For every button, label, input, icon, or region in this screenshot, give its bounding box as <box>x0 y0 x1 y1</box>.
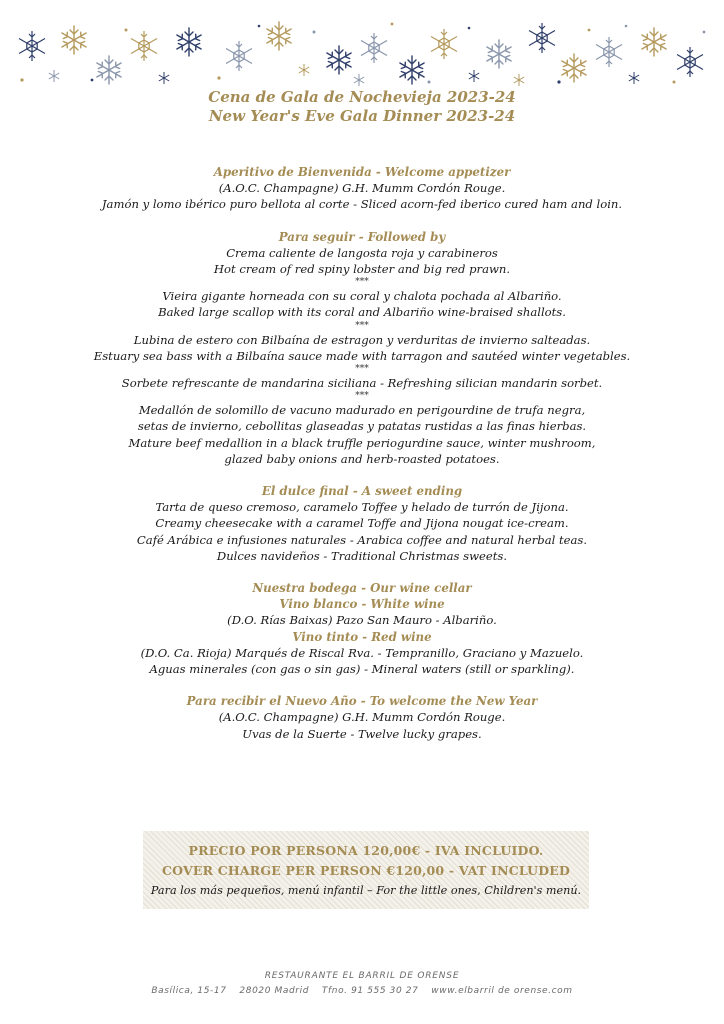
menu-line: (D.O. Ca. Rioja) Marqués de Riscal Rva. - Tempranillo, Graciano y Mazuelo. <box>140 645 584 660</box>
menu-line: Vieira gigante horneada con su coral y chalota pochada al Albariño. <box>162 289 562 304</box>
website-link[interactable]: www.elbarril de orense.com <box>431 986 573 996</box>
sparkle-dots <box>20 23 705 84</box>
menu-line: Uvas de la Suerte - Twelve lucky grapes. <box>242 726 482 741</box>
subsection-title-white-wine: Vino blanco - White wine <box>279 597 445 612</box>
restaurant-address <box>0 984 724 999</box>
menu-line: (A.O.C. Champagne) G.H. Mumm Cordón Rouge. <box>218 710 506 725</box>
snowflake-icon <box>19 22 703 86</box>
address-street: Basílica, 15-17 <box>151 986 227 996</box>
menu-line: Baked large scallop with its coral and Albariño wine-braised shallots. <box>158 305 566 320</box>
menu-line: (A.O.C. Champagne) G.H. Mumm Cordón Rouge. <box>218 181 506 196</box>
menu-title <box>0 88 724 126</box>
menu-line: Mature beef medallion in a black truffle periogurdine sauce, winter mushroom, <box>128 435 596 450</box>
separator: *** <box>355 320 369 331</box>
section-title-followed: Para seguir - Followed by <box>278 229 446 244</box>
menu-line: Estuary sea bass with a Bilbaína sauce made with tarragon and sautéed winter vegetables. <box>93 348 631 363</box>
address-city: 28020 Madrid <box>239 986 310 996</box>
menu-line: Café Arábica e infusiones naturales - Arabica coffee and natural herbal teas. <box>136 532 588 547</box>
menu-body <box>0 164 724 742</box>
menu-line: Sorbete refrescante de mandarina siciliana - Refreshing silician mandarin sorbet. <box>121 376 603 391</box>
children-menu-note: Para los más pequeños, menú infantil – For the little ones, Children's menú. <box>150 884 582 897</box>
section-title-dessert: El dulce final - A sweet ending <box>261 484 463 499</box>
section-title-new-year: Para recibir el Nuevo Año - To welcome the New Year <box>186 694 538 709</box>
separator: *** <box>355 364 369 375</box>
menu-line: Tarta de queso cremoso, caramelo Toffee y helado de turrón de Jijona. <box>155 500 569 515</box>
subsection-title-red-wine: Vino tinto - Red wine <box>292 629 432 644</box>
menu-line: setas de invierno, cebollitas glaseadas y patatas rustidas a las finas hierbas. <box>137 419 587 434</box>
menu-line: Crema caliente de langosta roja y carabineros <box>226 245 498 260</box>
menu-line: Dulces navideños - Traditional Christmas sweets. <box>216 548 508 563</box>
title-spanish: Cena de Gala de Nochevieja 2023-24 <box>208 88 516 106</box>
menu-line: Medallón de solomillo de vacuno madurado en perigourdine de trufa negra, <box>138 403 586 418</box>
title-english: New Year's Eve Gala Dinner 2023-24 <box>208 107 516 125</box>
price-box <box>143 831 589 909</box>
menu-line: Aguas minerales (con gas o sin gas) - Mineral waters (still or sparkling). <box>149 662 575 677</box>
menu-line: Creamy cheesecake with a caramel Toffe and Jijona nougat ice-cream. <box>155 516 569 531</box>
section-title-appetizer: Aperitivo de Bienvenida - Welcome appetizer <box>213 165 511 179</box>
snowflake-banner <box>14 18 710 90</box>
price-english: COVER CHARGE PER PERSON €120,00 - VAT INCLUDED <box>161 863 571 878</box>
menu-line: Hot cream of red spiny lobster and big red prawn. <box>213 262 511 277</box>
separator: *** <box>355 391 369 402</box>
footer <box>0 969 724 999</box>
price-spanish: PRECIO POR PERSONA 120,00€ - IVA INCLUIDO. <box>188 843 544 858</box>
menu-line: Lubina de estero con Bilbaína de estragon y verduritas de invierno salteadas. <box>133 332 591 347</box>
menu-line: glazed baby onions and herb-roasted potatoes. <box>224 451 500 466</box>
phone-number: Tfno. 91 555 30 27 <box>321 986 419 996</box>
separator: *** <box>355 277 369 288</box>
restaurant-name: RESTAURANTE EL BARRIL DE ORENSE <box>264 971 460 981</box>
section-title-wine: Nuestra bodega - Our wine cellar <box>252 581 472 596</box>
menu-line: Jamón y lomo ibérico puro bellota al corte - Sliced acorn-fed iberico cured ham and loin. <box>101 197 623 212</box>
menu-line: (D.O. Rías Baixas) Pazo San Mauro - Albariño. <box>227 613 497 628</box>
